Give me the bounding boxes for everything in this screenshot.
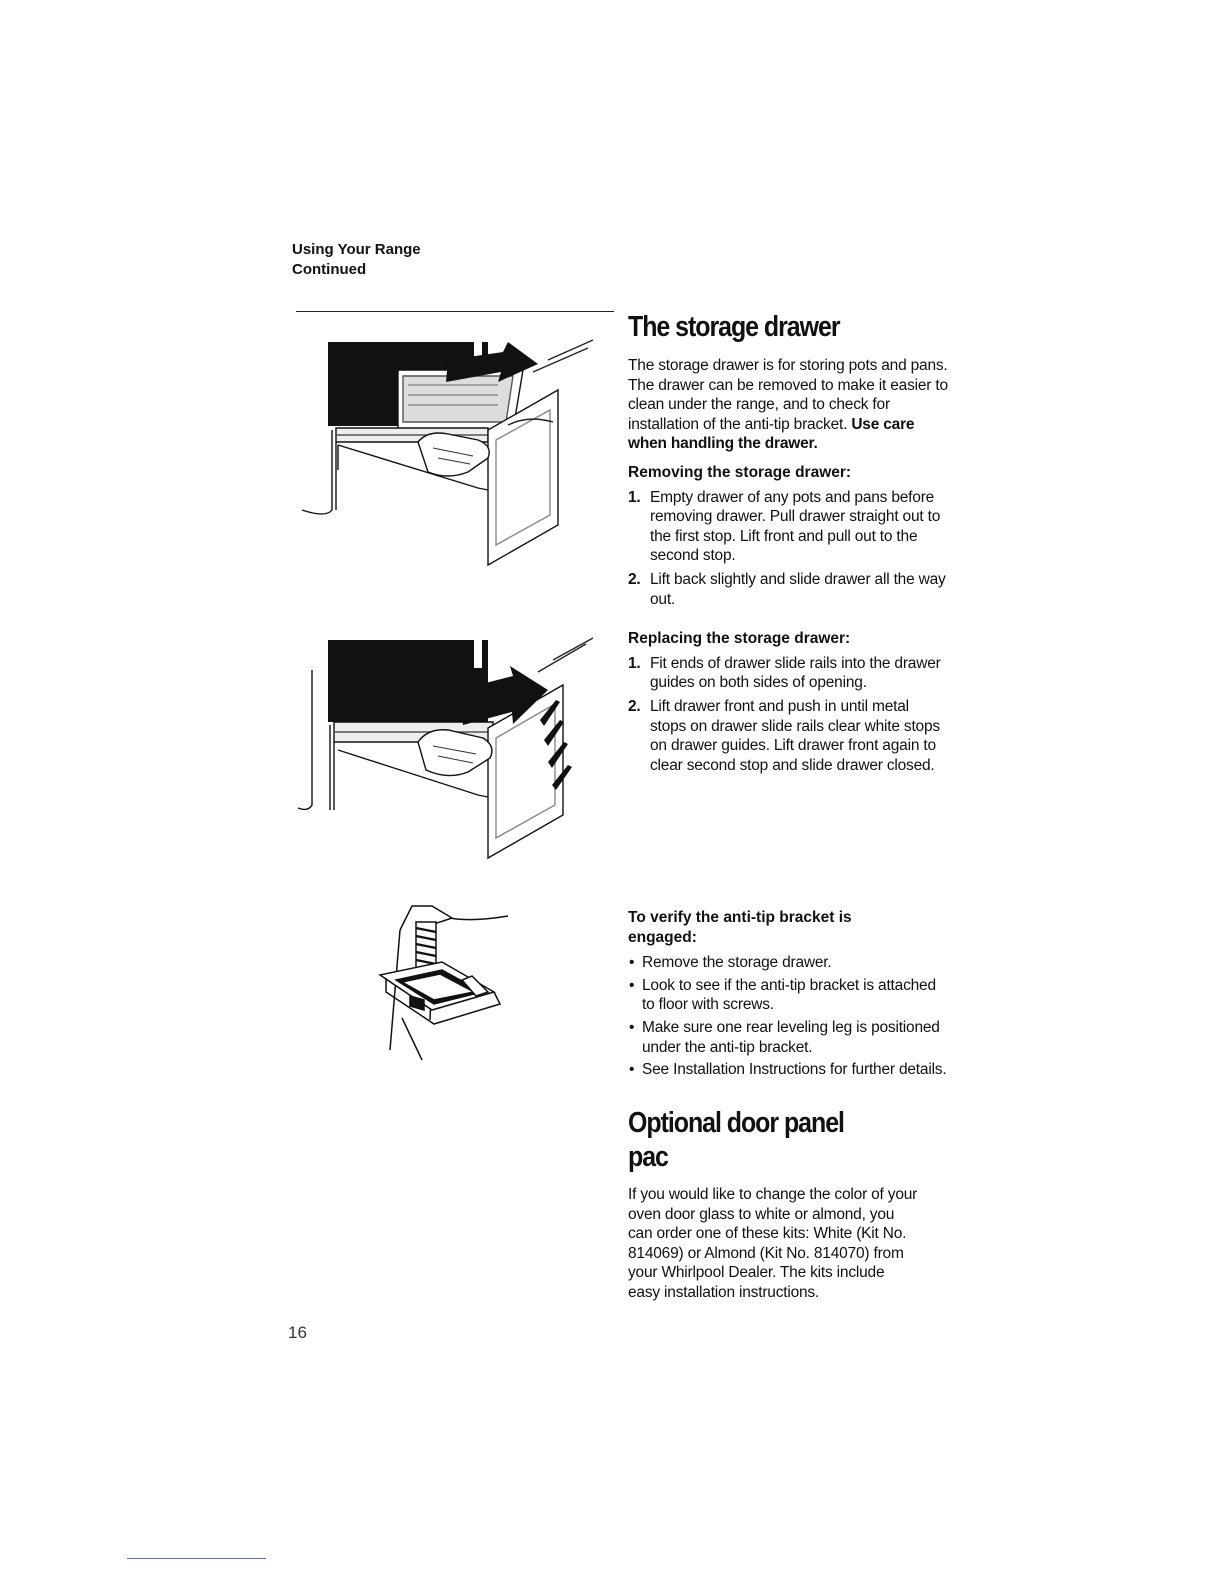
verify-title: To verify the anti-tip bracket is engaged: [628,909,852,946]
bullet-text: Remove the storage drawer. [642,954,832,972]
list-item [628,976,948,1015]
bullet: • [629,954,635,972]
list-item [628,654,948,693]
step-number: 1. [628,488,641,506]
list-item [628,953,948,973]
storage-drawer-section [628,310,948,779]
bullet: • [629,976,635,994]
bullet: • [629,1018,635,1036]
door-panel-body: If you would like to change the color of your oven door glass to white or almond, you can order one of these kits: White (Kit No. 814069) or Almond (Kit No. 814070) from your Whirlpool Dealer. The kits include easy installation instructions. [628,1186,918,1301]
storage-intro-text: The storage drawer is for storing pots and pans. The drawer can be removed to make it easier to clean under the range, and to check for installation of the anti-tip bracket. [628,357,948,433]
header-title: Using Your Range [292,241,421,258]
verify-anti-tip-section [628,908,948,1083]
drawer-replacement-illustration [298,630,598,865]
drawer-removal-illustration [298,330,598,575]
door-panel-section [628,1106,928,1303]
step-text: Empty drawer of any pots and pans before removing drawer. Pull drawer straight out to the first stop. Lift front and pull out to the second stop. [650,488,941,565]
step-number: 2. [628,697,641,715]
bullet-text: See Installation Instructions for further details. [642,1061,947,1079]
door-panel-title: Optional door panel pac [628,1107,844,1173]
bullet-text: Make sure one rear leveling leg is positioned under the anti-tip bracket. [642,1018,940,1056]
page-number: 16 [288,1323,307,1342]
step-text: Lift drawer front and push in until metal stops on drawer slide rails clear white stops on drawer guides. Lift drawer front again to clear second stop and slide drawer closed. [650,697,940,774]
storage-intro-warning: Use care when handling the drawer. [628,415,915,453]
header-rule [296,311,614,312]
footer-rule [127,1558,266,1559]
list-item [628,1018,948,1057]
list-item [628,488,948,566]
step-text: Lift back slightly and slide drawer all the way out. [650,570,946,608]
list-item [628,697,948,775]
list-item [628,570,948,609]
anti-tip-bracket-illustration [372,900,512,1060]
step-number: 1. [628,654,641,672]
replacing-steps [628,654,948,776]
storage-drawer-intro [628,356,948,454]
step-text: Fit ends of drawer slide rails into the drawer guides on both sides of opening. [650,654,941,692]
list-item [628,1060,948,1080]
section-header [292,240,421,280]
header-continued: Continued [292,261,367,278]
storage-drawer-title: The storage drawer [628,311,840,343]
replacing-title: Replacing the storage drawer: [628,630,851,648]
bullet-text: Look to see if the anti-tip bracket is attached to floor with screws. [642,976,936,1014]
verify-bullets [628,953,948,1080]
removing-steps [628,488,948,610]
bullet: • [629,1061,635,1079]
step-number: 2. [628,570,641,588]
removing-title: Removing the storage drawer: [628,463,852,481]
